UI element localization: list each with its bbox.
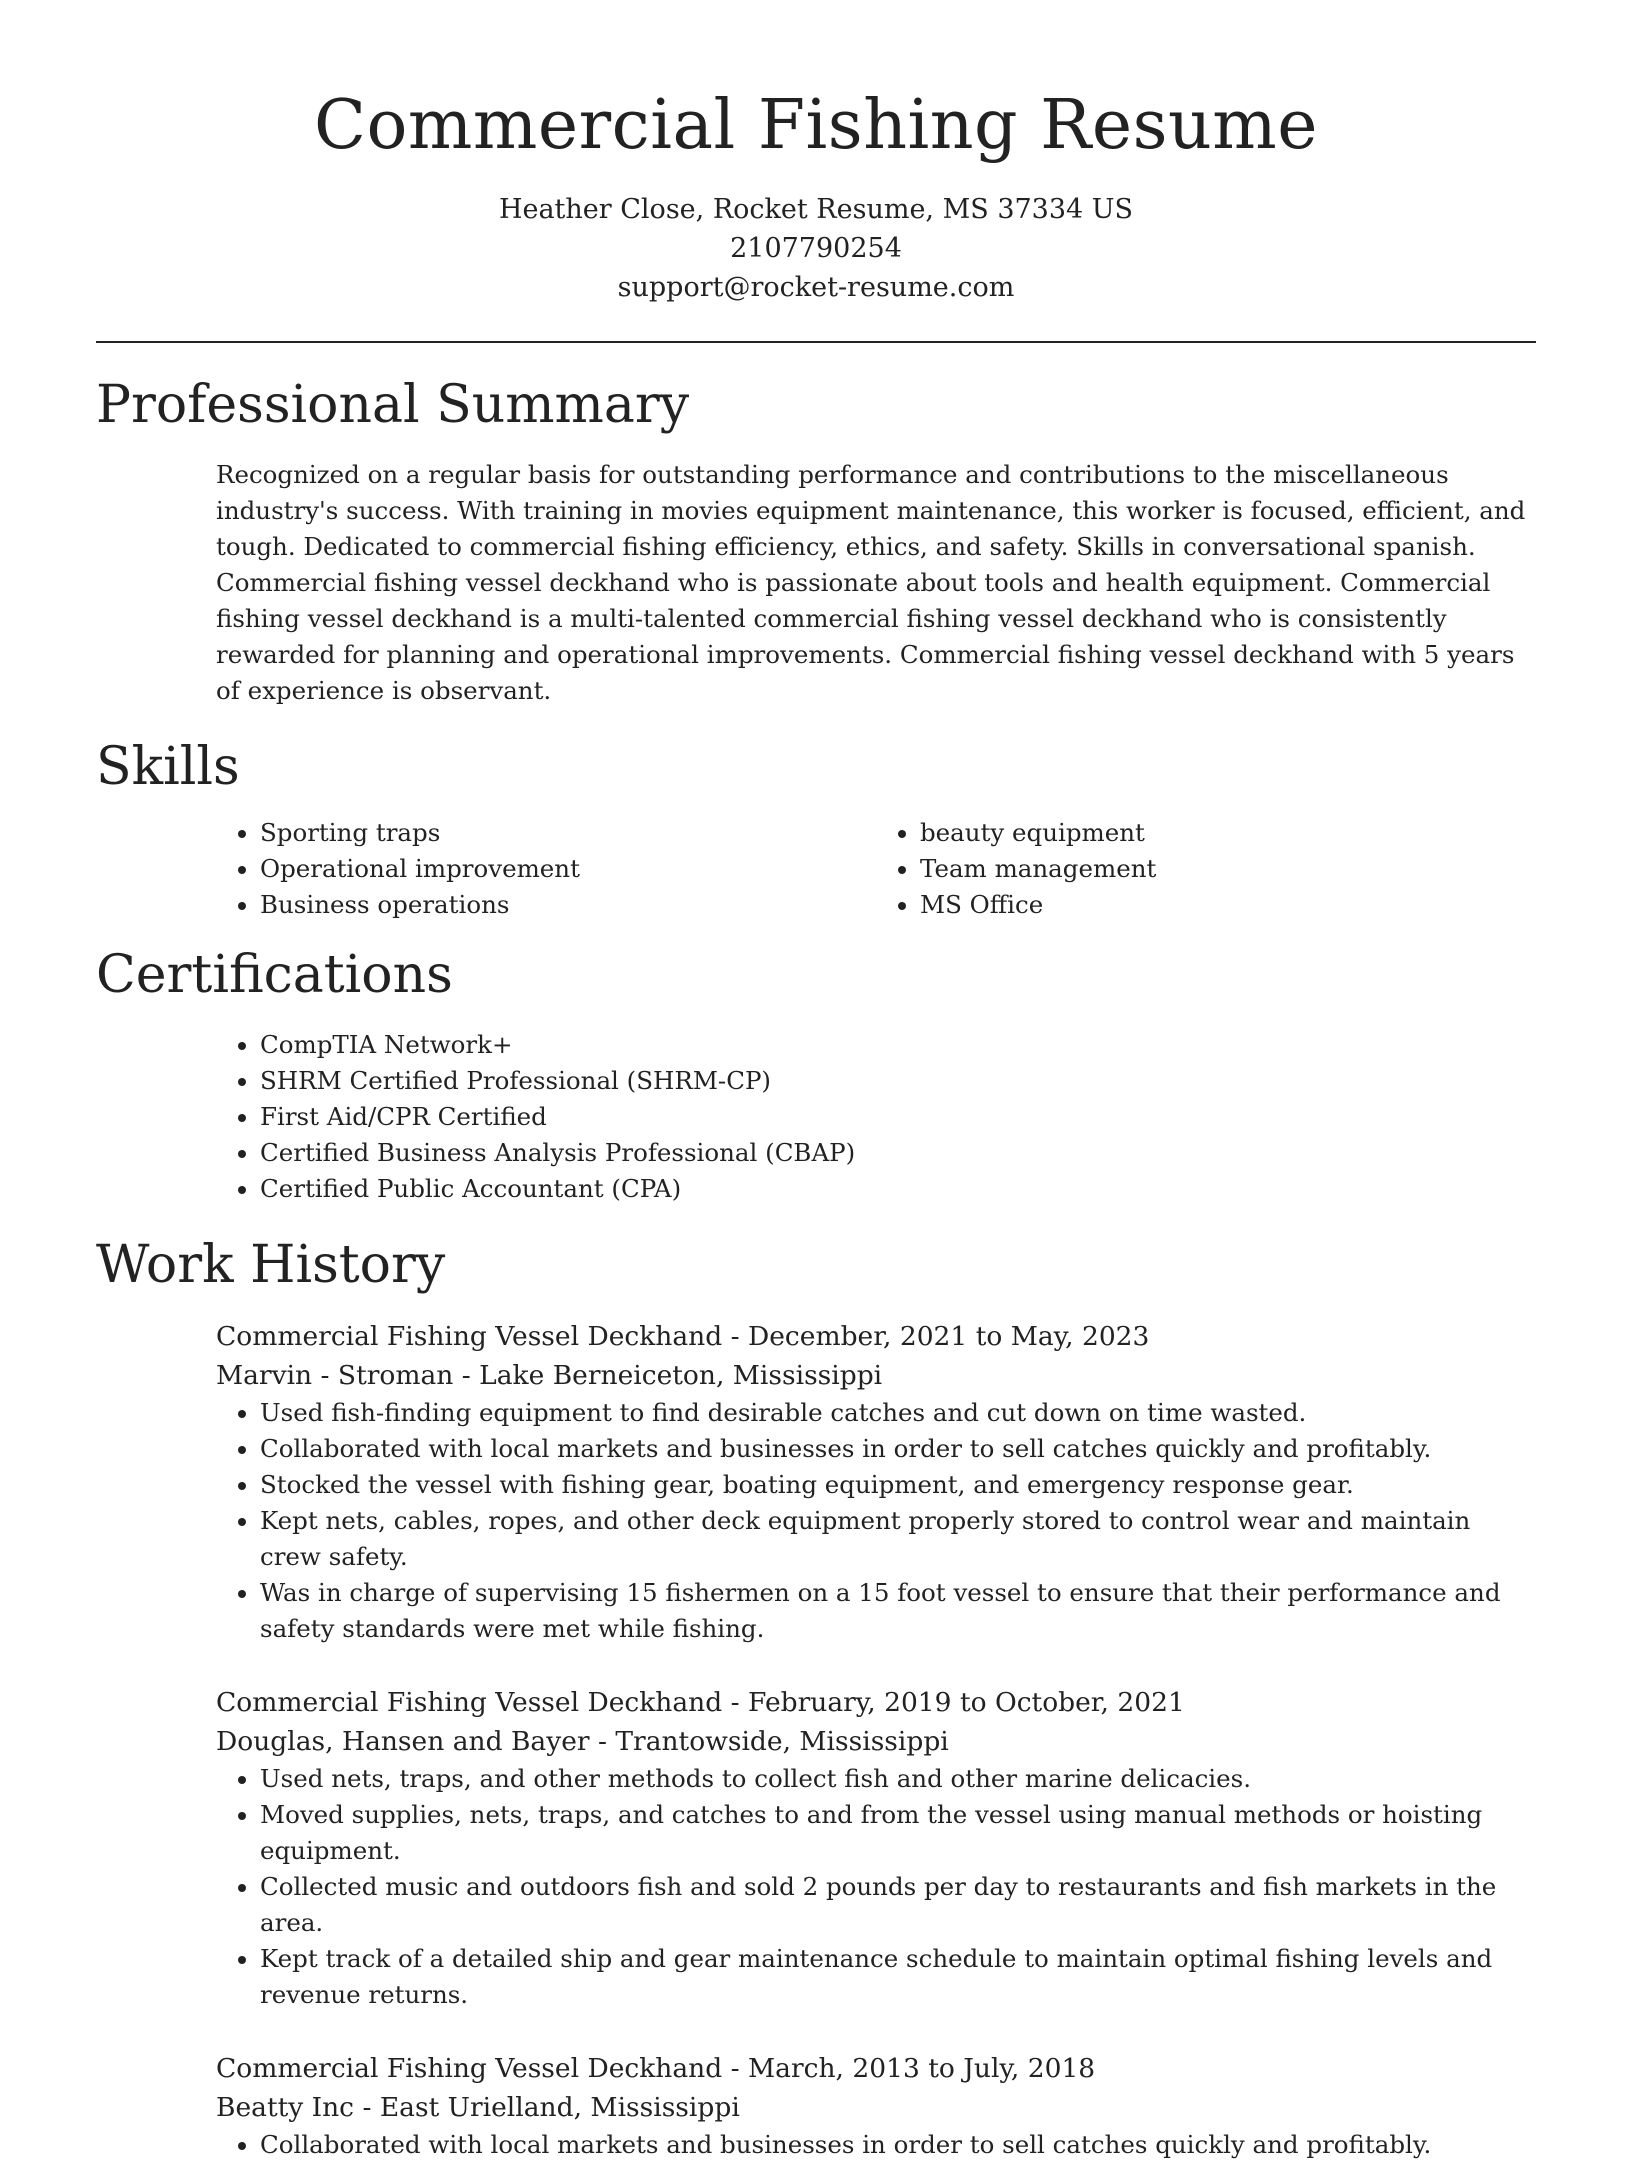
skills-heading: Skills [96, 737, 240, 797]
job-duties-list [216, 1395, 1536, 1647]
skill-item: • Business operations [260, 887, 876, 923]
certifications-list [216, 1027, 1536, 1207]
job-duties-list [216, 2127, 1536, 2163]
job-duty-item: • Was in charge of supervising 15 fishermen on a 15 foot vessel to ensure that their performance and safety standards were met while fishing. [260, 1575, 1536, 1647]
email-text: support@rocket-resume.com [617, 272, 1015, 303]
certification-item: • First Aid/CPR Certified [260, 1099, 1536, 1135]
job-duty-item: • Kept track of a detailed ship and gear maintenance schedule to maintain optimal fishing levels and revenue returns. [260, 1941, 1536, 2013]
job-title-dates: Commercial Fishing Vessel Deckhand - December, 2021 to May, 2023 [216, 1321, 1150, 1352]
skill-item: • Sporting traps [260, 815, 876, 851]
certifications-block [216, 1027, 1536, 1207]
certifications-heading: Certifications [96, 945, 453, 1005]
skills-list-left [216, 815, 876, 923]
page-title: Commercial Fishing Resume [313, 86, 1319, 165]
certification-item: • Certified Public Accountant (CPA) [260, 1171, 1536, 1207]
job-duty-item: • Kept nets, cables, ropes, and other deck equipment properly stored to control wear and maintain crew safety. [260, 1503, 1536, 1575]
skills-section [96, 735, 1536, 923]
job-duty-item: • Collaborated with local markets and businesses in order to sell catches quickly and profitably. [260, 1431, 1536, 1467]
job-company-location: Douglas, Hansen and Bayer - Trantowside, Mississippi [216, 1726, 949, 1757]
job-entry [216, 1317, 1536, 1647]
certification-item: • Certified Business Analysis Professional (CBAP) [260, 1135, 1536, 1171]
phone-text: 2107790254 [730, 233, 902, 264]
job-title-dates: Commercial Fishing Vessel Deckhand - February, 2019 to October, 2021 [216, 1687, 1185, 1718]
resume-header [96, 0, 1536, 307]
job-entry [216, 2049, 1536, 2163]
job-company-location: Marvin - Stroman - Lake Berneiceton, Mississippi [216, 1360, 883, 1391]
certifications-section [96, 943, 1536, 1207]
job-duty-item: • Used nets, traps, and other methods to collect fish and other marine delicacies. [260, 1761, 1536, 1797]
job-duty-item: • Moved supplies, nets, traps, and catches to and from the vessel using manual methods or hoisting equipment. [260, 1797, 1536, 1869]
summary-text: Recognized on a regular basis for outstanding performance and contributions to the miscellaneous industry's success. With training in movies equipment maintenance, this worker is focused, efficient, and tough. Dedicated to commercial fishing efficiency, ethics, and safety. Skills in conversational spanish. Commercial fishing vessel deckhand who is passionate about tools and health equipment. Commercial fishing vessel deckhand is a multi-talented commercial fishing vessel deckhand who is consistently rewarded for planning and operational improvements. Commercial fishing vessel deckhand with 5 years of experience is observant. [216, 460, 1526, 705]
job-entry [216, 1683, 1536, 2013]
skill-item: • Team management [920, 851, 1536, 887]
work-history-heading: Work History [96, 1235, 446, 1295]
skill-item: • Operational improvement [260, 851, 876, 887]
job-duty-item: • Collected music and outdoors fish and sold 2 pounds per day to restaurants and fish markets in the area. [260, 1869, 1536, 1941]
work-history-section [96, 1233, 1536, 2163]
job-duty-item: • Stocked the vessel with fishing gear, boating equipment, and emergency response gear. [260, 1467, 1536, 1503]
job-duty-item: • Collaborated with local markets and businesses in order to sell catches quickly and profitably. [260, 2127, 1536, 2163]
certification-item: • CompTIA Network+ [260, 1027, 1536, 1063]
skills-list-right [876, 815, 1536, 923]
contact-info [96, 190, 1536, 307]
job-title-dates: Commercial Fishing Vessel Deckhand - March, 2013 to July, 2018 [216, 2053, 1096, 2084]
skill-item: • beauty equipment [920, 815, 1536, 851]
job-duty-item: • Used fish-finding equipment to find desirable catches and cut down on time wasted. [260, 1395, 1536, 1431]
skill-item: • MS Office [920, 887, 1536, 923]
job-duties-list [216, 1761, 1536, 2013]
skills-columns [216, 815, 1536, 923]
header-divider [96, 341, 1536, 343]
address-text: Heather Close, Rocket Resume, MS 37334 US [498, 194, 1134, 225]
certification-item: • SHRM Certified Professional (SHRM-CP) [260, 1063, 1536, 1099]
job-company-location: Beatty Inc - East Urielland, Mississippi [216, 2092, 740, 2123]
summary-heading: Professional Summary [96, 375, 690, 435]
summary-section [96, 373, 1536, 709]
